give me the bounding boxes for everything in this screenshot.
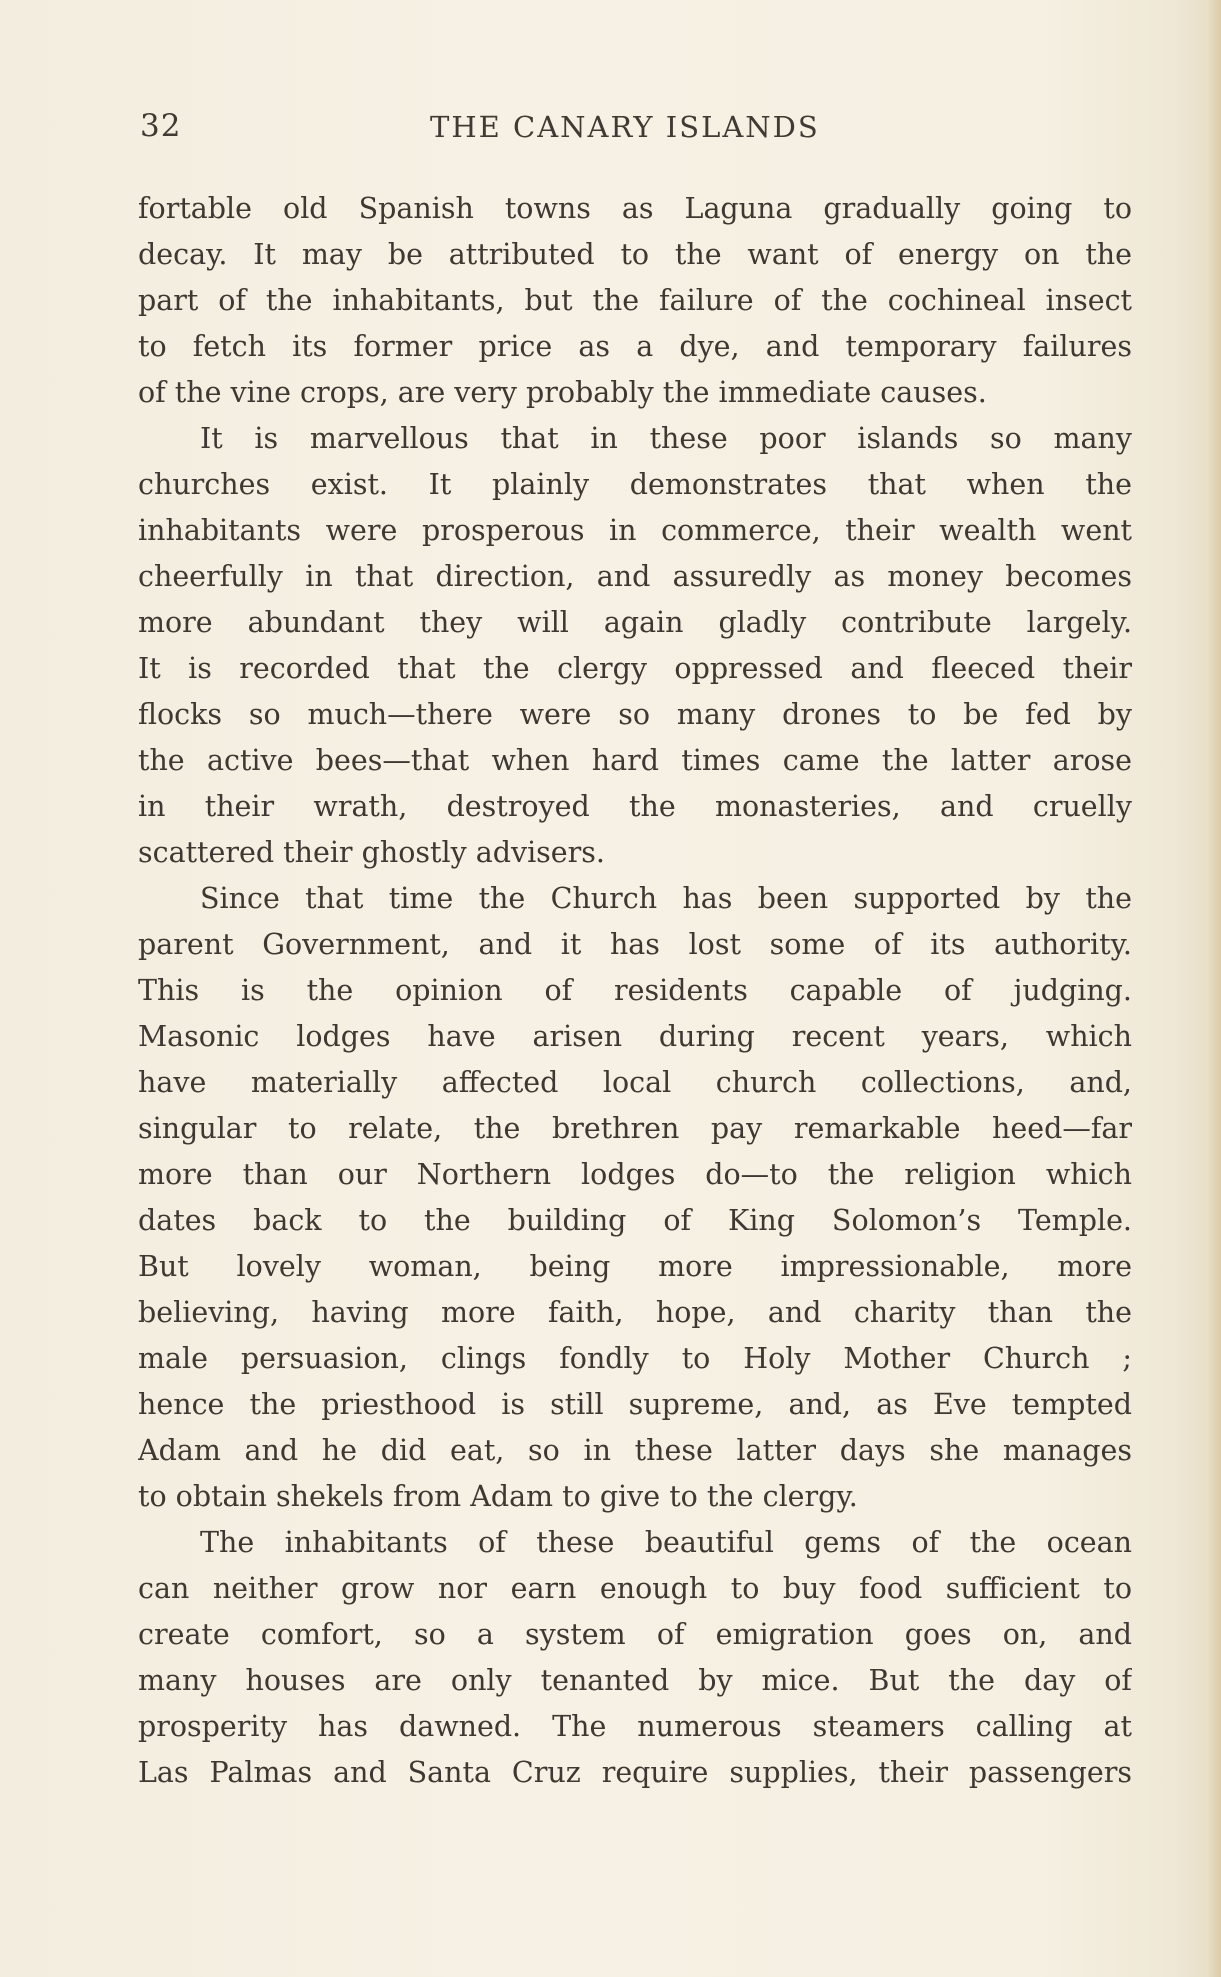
text-line: dates back to the building of King Solomon’s Temple.: [138, 1204, 1132, 1237]
text-line: But lovely woman, being more impressionable, more: [138, 1250, 1132, 1283]
text-line: in their wrath, destroyed the monasteries, and cruelly: [138, 790, 1132, 823]
text-line: Since that time the Church has been supported by the: [200, 882, 1132, 915]
text-line: hence the priesthood is still supreme, and, as Eve tempted: [138, 1388, 1132, 1421]
text-line: parent Government, and it has lost some of its authority.: [138, 928, 1132, 961]
body-text: [138, 186, 1132, 1796]
text-line: have materially affected local church collections, and,: [138, 1066, 1132, 1099]
text-line: prosperity has dawned. The numerous steamers calling at: [138, 1710, 1132, 1743]
page-number: 32: [140, 108, 182, 144]
text-line: The inhabitants of these beautiful gems of the ocean: [200, 1526, 1132, 1559]
text-line: to obtain shekels from Adam to give to the clergy.: [138, 1480, 858, 1513]
running-title: THE CANARY ISLANDS: [430, 110, 820, 144]
text-line: the active bees—that when hard times came the latter arose: [138, 744, 1132, 777]
text-line: scattered their ghostly advisers.: [138, 836, 605, 869]
page-edge-shadow: [1207, 0, 1221, 1977]
text-line: male persuasion, clings fondly to Holy Mother Church ;: [138, 1342, 1132, 1375]
text-line: create comfort, so a system of emigration goes on, and: [138, 1618, 1132, 1651]
text-line: decay. It may be attributed to the want of energy on the: [138, 238, 1132, 271]
text-line: to fetch its former price as a dye, and temporary failures: [138, 330, 1132, 363]
text-line: many houses are only tenanted by mice. But the day of: [138, 1664, 1132, 1697]
text-line: It is marvellous that in these poor islands so many: [200, 422, 1132, 455]
text-line: believing, having more faith, hope, and charity than the: [138, 1296, 1132, 1329]
text-line: Las Palmas and Santa Cruz require supplies, their passengers: [138, 1756, 1132, 1789]
text-line: flocks so much—there were so many drones to be fed by: [138, 698, 1132, 731]
text-line: This is the opinion of residents capable of judging.: [138, 974, 1132, 1007]
page-header: [140, 108, 1130, 158]
text-line: inhabitants were prosperous in commerce, their wealth went: [138, 514, 1132, 547]
text-line: churches exist. It plainly demonstrates that when the: [138, 468, 1132, 501]
text-line: cheerfully in that direction, and assuredly as money becomes: [138, 560, 1132, 593]
text-line: part of the inhabitants, but the failure of the cochineal insect: [138, 284, 1132, 317]
text-line: more than our Northern lodges do—to the religion which: [138, 1158, 1132, 1191]
text-line: singular to relate, the brethren pay remarkable heed—far: [138, 1112, 1132, 1145]
text-line: of the vine crops, are very probably the immediate causes.: [138, 376, 987, 409]
text-line: can neither grow nor earn enough to buy food sufficient to: [138, 1572, 1132, 1605]
text-line: It is recorded that the clergy oppressed and fleeced their: [138, 652, 1132, 685]
text-line: Masonic lodges have arisen during recent years, which: [138, 1020, 1132, 1053]
text-line: Adam and he did eat, so in these latter days she manages: [138, 1434, 1132, 1467]
text-line: more abundant they will again gladly contribute largely.: [138, 606, 1132, 639]
text-line: fortable old Spanish towns as Laguna gradually going to: [138, 192, 1132, 225]
